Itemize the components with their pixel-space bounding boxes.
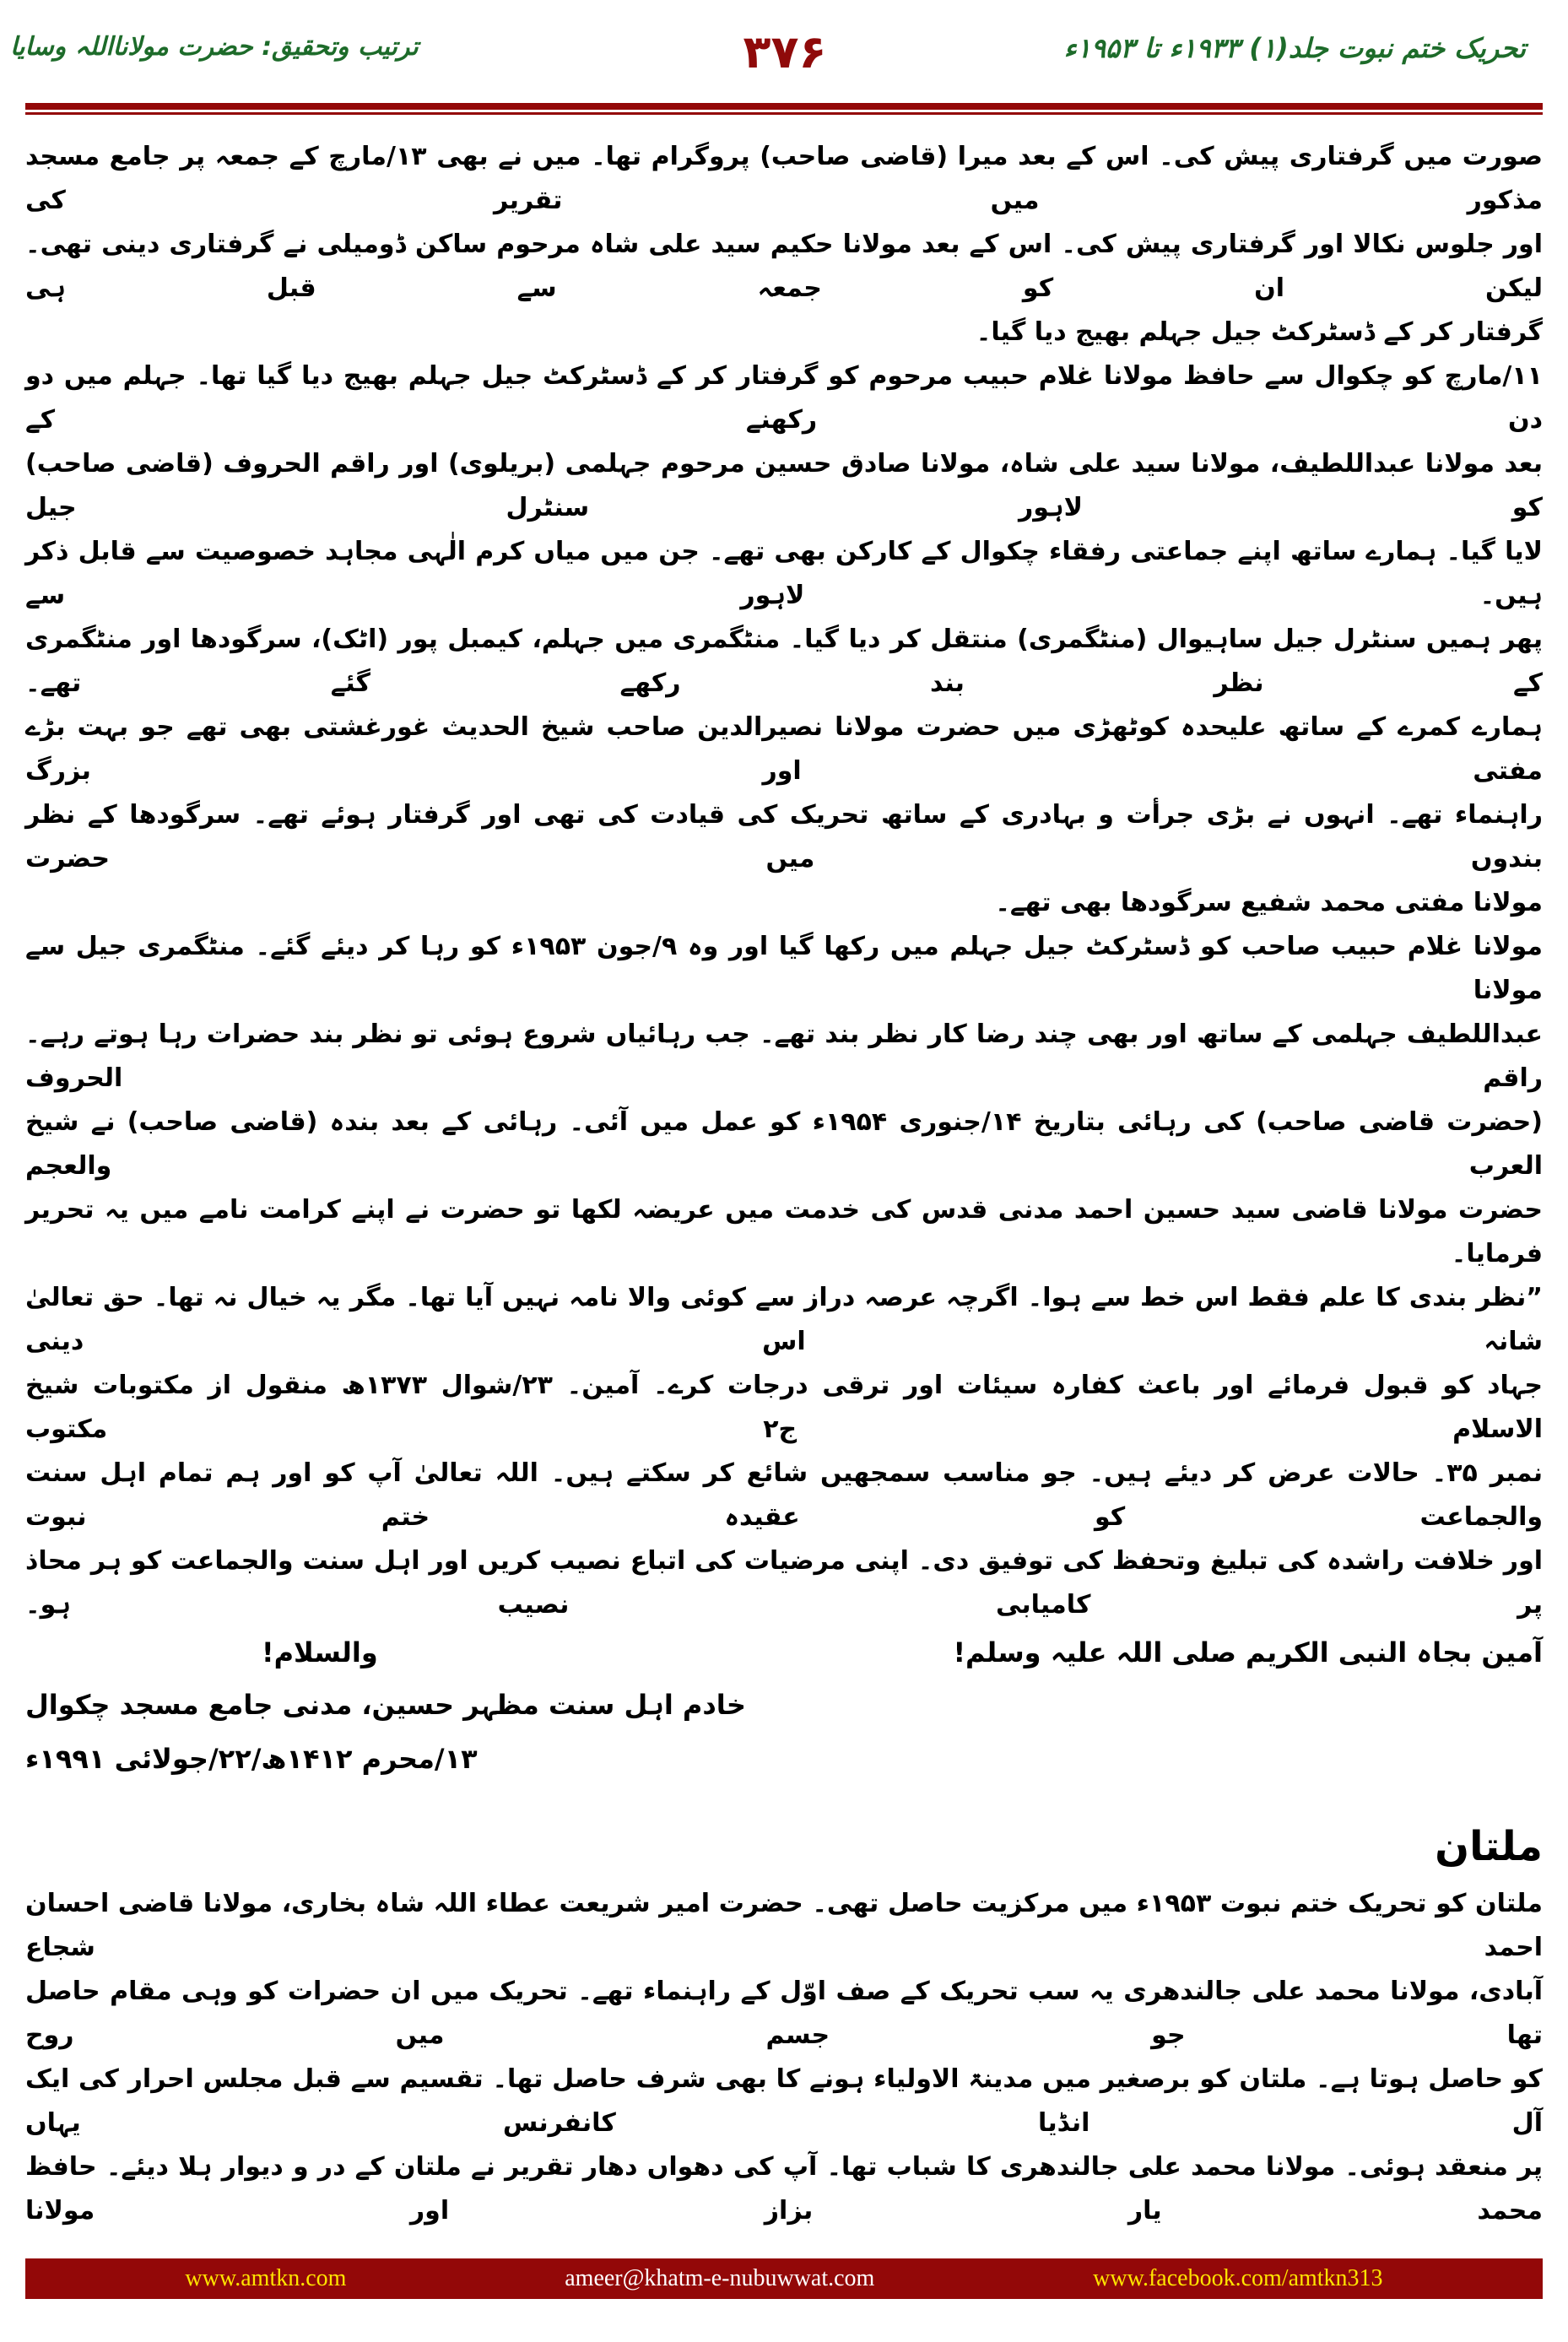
section-line: ملتان کو تحریک ختم نبوت ۱۹۵۳ء میں مرکزیت حاصل تھی۔ حضرت امیر شریعت عطاء اللہ شاہ بخاری، مولانا قاضی احسان احمد شجاع bbox=[25, 1889, 1543, 1962]
closing-row bbox=[25, 1627, 1543, 1678]
header-rule-thin bbox=[25, 112, 1543, 115]
section-line: کو حاصل ہوتا ہے۔ ملتان کو برصغیر میں مدینۃ الاولیاء ہونے کا بھی شرف حاصل تھا۔ تقسیم سے قبل مجلس احرار کی ایک آل انڈیا کانفرنس یہاں bbox=[25, 2064, 1543, 2138]
signature-name: خادم اہل سنت مظہر حسین، مدنی جامع مسجد چکوال bbox=[25, 1689, 746, 1721]
body-line: ۱۱/مارچ کو چکوال سے حافظ مولانا غلام حبیب مرحوم کو گرفتار کر کے ڈسٹرکٹ جیل جہلم بھیج دیا گیا تھا۔ جہلم میں دو دن رکھنے کے bbox=[25, 361, 1543, 435]
website-link[interactable]: www.amtkn.com bbox=[185, 2265, 347, 2291]
body-line: گرفتار کر کے ڈسٹرکٹ جیل جہلم بھیج دیا گیا۔ bbox=[976, 317, 1543, 347]
email-link[interactable]: ameer@khatm-e-nubuwwat.com bbox=[565, 2265, 875, 2291]
body-line: راہنماء تھے۔ انہوں نے بڑی جرأت و بہادری کے ساتھ تحریک کی قیادت کی تھی اور گرفتار ہوئے تھے۔ سرگودھا کے نظر بندوں میں حضرت bbox=[25, 800, 1543, 874]
body-line: ہمارے کمرے کے ساتھ علیحدہ کوٹھڑی میں حضرت مولانا نصیرالدین صاحب شیخ الحدیث غورغشتی بھی تھے جو بہت بڑے مفتی اور بزرگ bbox=[25, 712, 1543, 786]
page-body bbox=[25, 135, 1543, 2233]
page-header bbox=[0, 0, 1568, 127]
body-line: پھر ہمیں سنٹرل جیل ساہیوال (منٹگمری) منتقل کر دیا گیا۔ منٹگمری میں جہلم، کیمبل پور (اٹک)، سرگودھا اور منٹگمری کے نظر بند رکھے گئے تھے۔ bbox=[25, 625, 1543, 698]
closing-prayer: آمین بجاہ النبی الکریم صلی اللہ علیہ وسلم! bbox=[953, 1636, 1543, 1669]
signature-date: ۱۳/محرم ۱۴۱۲ھ/۲۲/جولائی ۱۹۹۱ء bbox=[25, 1743, 478, 1775]
facebook-link[interactable]: www.facebook.com/amtkn313 bbox=[1093, 2265, 1383, 2291]
body-line: صورت میں گرفتاری پیش کی۔ اس کے بعد میرا (قاضی صاحب) پروگرام تھا۔ میں نے بھی ۱۳/مارچ کے جمعہ پر جامع مسجد مذکور میں تقریر کی bbox=[25, 142, 1543, 215]
quote-line: جہاد کو قبول فرمائے اور باعث کفارہ سیئات اور ترقی درجات کرے۔ آمین۔ ۲۳/شوال ۱۳۷۳ھ منقول از مکتوبات شیخ الاسلام ج۲ مکتوب bbox=[25, 1371, 1543, 1444]
book-title: تحریک ختم نبوت جلد(۱) ۱۹۳۳ء تا ۱۹۵۳ء bbox=[1063, 32, 1526, 64]
section-line: آبادی، مولانا محمد علی جالندھری یہ سب تحریک کے صف اوّل کے راہنماء تھے۔ تحریک میں ان حضرات کو وہی مقام حاصل تھا جو جسم میں روح bbox=[25, 1977, 1543, 2050]
body-line: عبداللطیف جہلمی کے ساتھ اور بھی چند رضا کار نظر بند تھے۔ جب رہائیاں شروع ہوئی تو نظر بند حضرات رہا ہوتے رہے۔ راقم الحروف bbox=[25, 1020, 1543, 1093]
page-footer bbox=[25, 2258, 1543, 2299]
closing-salam: والسلام! bbox=[262, 1636, 378, 1669]
quote-line: نمبر ۳۵۔ حالات عرض کر دیئے ہیں۔ جو مناسب سمجھیں شائع کر سکتے ہیں۔ اللہ تعالیٰ آپ کو اور ہم تمام اہل سنت والجماعت کو عقیدہ ختم نبوت bbox=[25, 1458, 1543, 1532]
signature-block bbox=[25, 1678, 869, 1786]
body-line: لایا گیا۔ ہمارے ساتھ اپنے جماعتی رفقاء چکوال کے کارکن بھی تھے۔ جن میں میاں کرم الٰہی مجاہد خصوصیت سے قابل ذکر ہیں۔ لاہور سے bbox=[25, 537, 1543, 610]
body-line: (حضرت قاضی صاحب) کی رہائی بتاریخ ۱۴/جنوری ۱۹۵۴ء کو عمل میں آئی۔ رہائی کے بعد بندہ (قاضی صاحب) نے شیخ العرب والعجم bbox=[25, 1107, 1543, 1181]
quote-line: اور خلافت راشدہ کی تبلیغ وتحفظ کی توفیق دی۔ اپنی مرضیات کی اتباع نصیب کریں اور اہل سنت والجماعت کو ہر محاذ پر کامیابی نصیب ہو۔ bbox=[25, 1546, 1543, 1620]
body-line: بعد مولانا عبداللطیف، مولانا سید علی شاہ، مولانا صادق حسین مرحوم جہلمی (بریلوی) اور راقم الحروف (قاضی صاحب) کو لاہور سنٹرل جیل bbox=[25, 449, 1543, 522]
quote-line: ”نظر بندی کا علم فقط اس خط سے ہوا۔ اگرچہ عرصہ دراز سے کوئی والا نامہ نہیں آیا تھا۔ مگر یہ خیال نہ تھا۔ حق تعالیٰ شانہ اس دینی bbox=[25, 1283, 1543, 1356]
body-line: مولانا غلام حبیب صاحب کو ڈسٹرکٹ جیل جہلم میں رکھا گیا اور وہ ۹/جون ۱۹۵۳ء کو رہا کر دیئے گئے۔ منٹگمری جیل سے مولانا bbox=[25, 932, 1543, 1005]
compiler-credit: ترتیب وتحقیق: حضرت مولانااللہ وسایا bbox=[10, 32, 419, 62]
header-rule-thick bbox=[25, 103, 1543, 110]
section-title-multan: ملتان bbox=[1435, 1823, 1543, 1870]
body-line: اور جلوس نکالا اور گرفتاری پیش کی۔ اس کے بعد مولانا حکیم سید علی شاہ مرحوم ساکن ڈومیلی نے گرفتاری دینی تھی۔ لیکن ان کو جمعہ سے قبل ہی bbox=[25, 230, 1543, 303]
page-number: ۳۷۶ bbox=[743, 25, 827, 78]
body-line: مولانا مفتی محمد شفیع سرگودھا بھی تھے۔ bbox=[995, 888, 1543, 917]
body-line: حضرت مولانا قاضی سید حسین احمد مدنی قدس کی خدمت میں عریضہ لکھا تو حضرت نے اپنے کرامت نامے میں یہ تحریر فرمایا۔ bbox=[25, 1195, 1543, 1268]
section-line: پر منعقد ہوئی۔ مولانا محمد علی جالندھری کا شباب تھا۔ آپ کی دھواں دھار تقریر نے ملتان کے در و دیوار ہلا دیئے۔ حافظ محمد یار بزاز اور مولانا bbox=[25, 2152, 1543, 2226]
